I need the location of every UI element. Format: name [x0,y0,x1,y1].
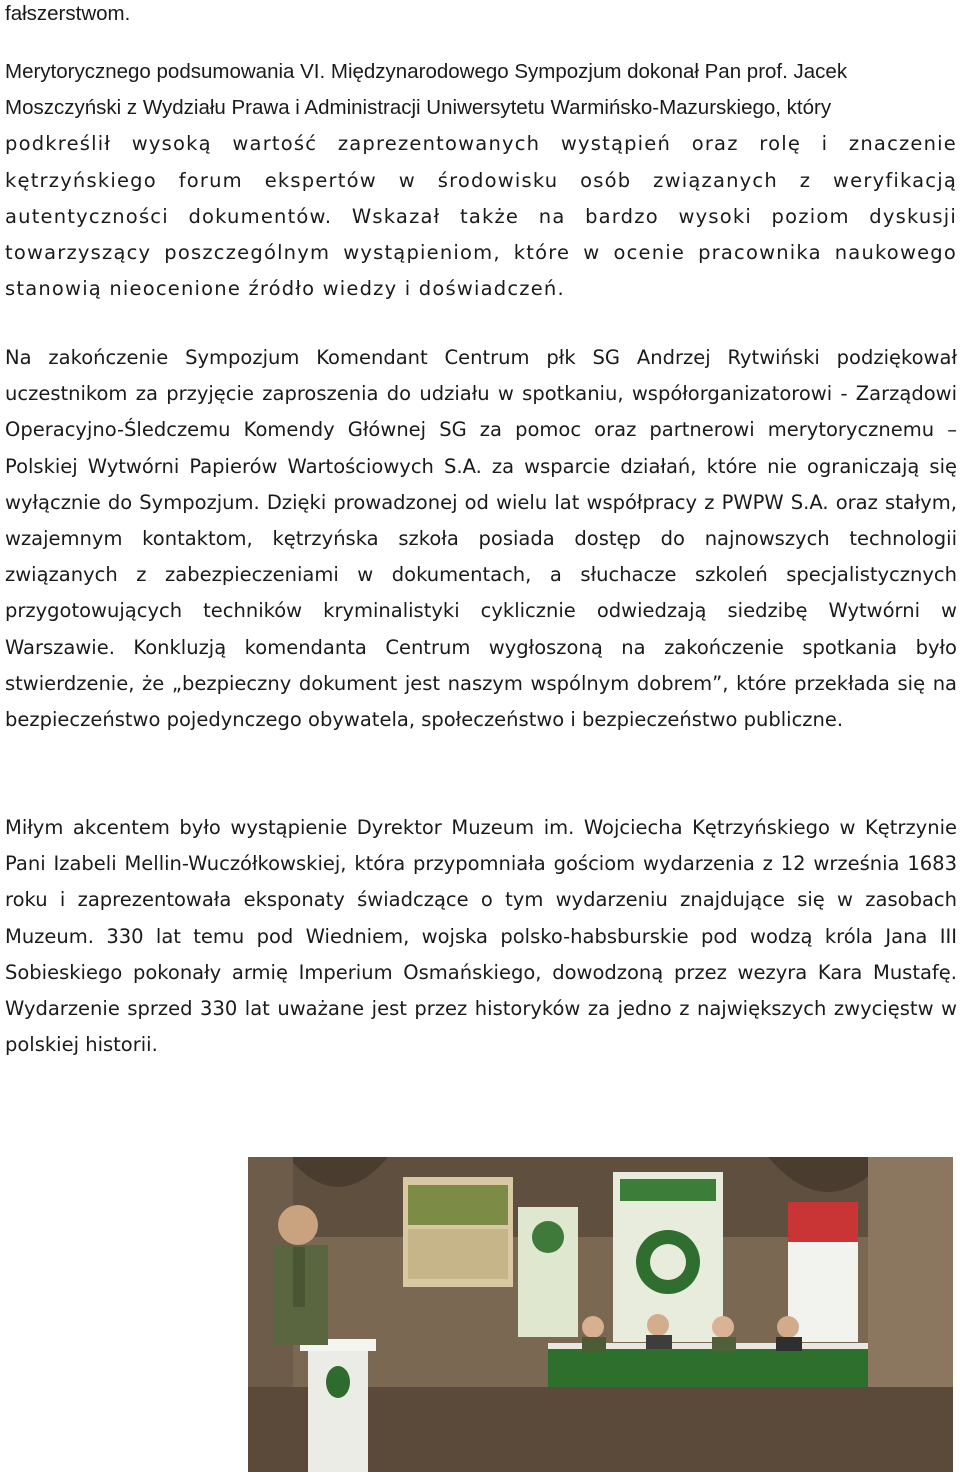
text-fragment: fałszerstwom. [5,2,131,25]
paragraph-summary-rest: podkreślił wysoką wartość zaprezentowanych wystąpień oraz rolę i znaczenie kętrzyńskiego forum ekspertów w środowisku osób związanych z weryfikacją autentyczności dokumentów. Wskazał także na bardzo wysoki poziom dyskusji towarzyszący poszczególnym wystąpieniom, które w ocenie pracownika naukowego stanowią nieocenione źródło wiedzy i doświadczeń. [5,132,957,301]
paragraph-summary-line-2: Moszczyński z Wydziału Prawa i Administracji Uniwersytetu Warmińsko-Mazurskiego, który [5,96,832,120]
paragraph-closing: Na zakończenie Sympozjum Komendant Centrum płk SG Andrzej Rytwiński podziękował uczestnikom za przyjęcie zaproszenia do udziału w spotkaniu, współorganizatorowi - Zarządowi Operacyjno-Śledczemu Komendy Głównej SG za pomoc oraz partnerowi merytorycznemu – Polskiej Wytwórni Papierów Wartościowych S.A. za wsparcie działań, które nie ograniczają się wyłącznie do Sympozjum. Dzięki prowadzonej od wielu lat współpracy z PWPW S.A. oraz stałym, wzajemnym kontaktom, kętrzyńska szkoła posiada dostęp do najnowszych technologii związanych z zabezpieczeniami w dokumentach, a słuchacze szkoleń specjalistycznych przygotowujących techników kryminalistyki cyklicznie odwiedzają siedzibę Wytwórni w Warszawie. Konkluzją komendanta Centrum wygłoszoną na zakończenie spotkania było stwierdzenie, że „bezpieczny dokument jest naszym wspólnym dobrem”, które przekłada się na bezpieczeństwo pojedynczego obywatela, społeczeństwo i bezpieczeństwo publiczne. [5,346,957,732]
paragraph-summary-line-1: Merytorycznego podsumowania VI. Międzynarodowego Sympozjum dokonał Pan prof. Jacek [5,60,848,83]
paragraph-summary [5,54,957,307]
paragraph-museum: Miłym akcentem było wystąpienie Dyrektor Muzeum im. Wojciecha Kętrzyńskiego w Kętrzynie Pani Izabeli Mellin-Wuczółkowskiej, która przypomniała gościom wydarzenia z 12 września 1683 roku i zaprezentowała eksponaty świadczące o tym wydarzeniu znajdujące się w zasobach Muzeum. 330 lat temu pod Wiedniem, wojska polsko-habsburskie pod wodzą króla Jana III Sobieskiego pokonały armię Imperium Osmańskiego, dowodzoną przez wezyra Kara Mustafę. Wydarzenie sprzed 330 lat uważane jest przez historyków za jedno z największych zwycięstw w polskiej historii. [5,816,957,1057]
event-photo [248,1157,953,1472]
